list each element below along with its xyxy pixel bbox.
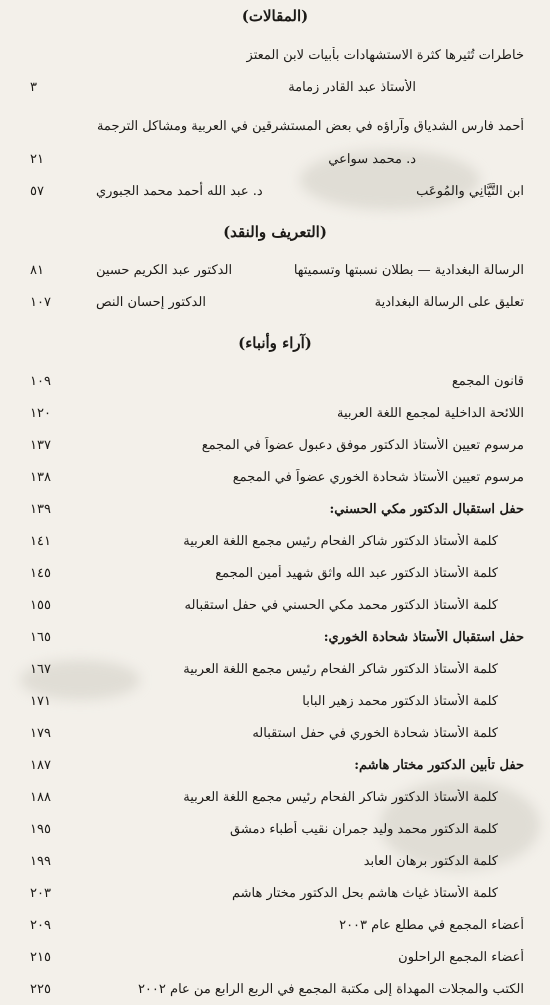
page-number: ١٧١	[30, 694, 51, 709]
entry-title: كلمة الأستاذ شحادة الخوري في حفل استقباله	[252, 726, 498, 741]
entry-author: الدكتور عبد الكريم حسين	[96, 263, 233, 278]
toc-entry[interactable]	[30, 262, 524, 280]
entry-title: كلمة الأستاذ الدكتور عبد الله واثق شهيد أمين المجمع	[215, 566, 498, 581]
entry-title: اللائحة الداخلية لمجمع اللغة العربية	[336, 406, 524, 421]
entry-title: أعضاء المجمع الراحلون	[398, 950, 524, 965]
toc-entry[interactable]	[30, 501, 524, 519]
toc-entry[interactable]	[30, 885, 524, 903]
entry-author: الدكتور إحسان النص	[96, 295, 206, 310]
toc-entry[interactable]	[30, 821, 524, 839]
entry-title: الكتب والمجلات المهداة إلى مكتبة المجمع في الربع الرابع من عام ٢٠٠٢	[137, 982, 524, 997]
page-number: ١٦٥	[30, 630, 51, 645]
toc-entry[interactable]	[30, 629, 524, 647]
page-number: ٢٢٥	[30, 982, 51, 997]
entry-title: الرسالة البغدادية — بطلان نسبتها وتسميتها	[293, 263, 524, 278]
toc-entry[interactable]	[30, 853, 524, 871]
toc-entry[interactable]	[30, 79, 524, 97]
page-number: ١٠٧	[30, 295, 51, 310]
toc-entry[interactable]	[30, 917, 524, 935]
page-number: ٣	[30, 80, 37, 95]
entry-title: حفل استقبال الأستاذ شحادة الخوري:	[323, 630, 524, 645]
entry-title: أعضاء المجمع في مطلع عام ٢٠٠٣	[339, 918, 524, 933]
toc-entry[interactable]	[30, 183, 524, 201]
toc-entry[interactable]	[30, 151, 524, 169]
page-number: ١٥٥	[30, 598, 51, 613]
page-number: ١٩٩	[30, 854, 51, 869]
toc-entry[interactable]	[30, 757, 524, 775]
toc-entry[interactable]	[30, 725, 524, 743]
entry-title: مرسوم تعيين الأستاذ شحادة الخوري عضواً في المجمع	[232, 470, 524, 485]
page-number: ١٧٩	[30, 726, 51, 741]
entry-author: د. عبد الله أحمد محمد الجبوري	[96, 184, 263, 199]
entry-title: خاطرات تُثيرها كثرة الاستشهادات بأبيات لابن المعتز	[246, 48, 524, 63]
toc-entry[interactable]	[30, 565, 524, 583]
toc-entry[interactable]	[30, 469, 524, 487]
entry-author: الأستاذ عبد القادر زمامة	[288, 80, 416, 95]
toc-entry[interactable]	[30, 294, 524, 312]
entry-title: تعليق على الرسالة البغدادية	[374, 295, 524, 310]
page-number: ٨١	[30, 263, 44, 278]
toc-entry[interactable]	[30, 661, 524, 679]
section-heading-news: (آراء وأنباء)	[238, 334, 312, 352]
section-heading-review: (التعريف والنقد)	[223, 223, 327, 241]
entry-title: كلمة الأستاذ الدكتور شاكر الفحام رئيس مجمع اللغة العربية	[183, 662, 498, 677]
toc-entry[interactable]	[30, 373, 524, 391]
toc-entry[interactable]	[30, 597, 524, 615]
entry-title: كلمة الأستاذ الدكتور شاكر الفحام رئيس مجمع اللغة العربية	[183, 790, 498, 805]
toc-entry[interactable]	[30, 437, 524, 455]
entry-title: كلمة الأستاذ الدكتور محمد زهير البابا	[302, 694, 498, 709]
page-number: ٥٧	[30, 184, 44, 199]
entry-title: حفل استقبال الدكتور مكي الحسني:	[329, 502, 524, 517]
entry-title: مرسوم تعيين الأستاذ الدكتور موفق دعبول عضواً في المجمع	[201, 438, 524, 453]
entry-title: أحمد فارس الشدياق وآراؤه في بعض المستشرقين في العربية ومشاكل الترجمة	[96, 119, 524, 134]
page-number: ١٣٩	[30, 502, 51, 517]
toc-entry[interactable]	[30, 949, 524, 967]
page-number: ١٤١	[30, 534, 51, 549]
page-number: ٢٠٣	[30, 886, 51, 901]
toc-entry[interactable]	[30, 118, 524, 136]
entry-author: د. محمد سواعي	[328, 152, 416, 167]
entry-title: قانون المجمع	[451, 374, 524, 389]
page-number: ١٨٨	[30, 790, 51, 805]
page-number: ٢٠٩	[30, 918, 51, 933]
toc-entry[interactable]	[30, 789, 524, 807]
entry-title: كلمة الدكتور برهان العابد	[363, 854, 498, 869]
toc-entry[interactable]	[30, 693, 524, 711]
entry-title: كلمة الأستاذ غياث هاشم بحل الدكتور مختار هاشم	[231, 886, 498, 901]
entry-title: كلمة الأستاذ الدكتور شاكر الفحام رئيس مجمع اللغة العربية	[183, 534, 498, 549]
section-heading-articles: (المقالات)	[241, 7, 309, 25]
entry-title: كلمة الأستاذ الدكتور محمد مكي الحسني في حفل استقباله	[184, 598, 498, 613]
page-number: ١٤٥	[30, 566, 51, 581]
entry-title: كلمة الدكتور محمد وليد جمران نقيب أطباء دمشق	[230, 822, 498, 837]
toc-entry[interactable]	[30, 47, 524, 65]
page-number: ٢١٥	[30, 950, 51, 965]
page-number: ١٩٥	[30, 822, 51, 837]
toc-entry[interactable]	[30, 981, 524, 999]
entry-title: ابن التَّيَّانِي والمُوعَب	[416, 184, 524, 199]
page-number: ٢١	[30, 152, 44, 167]
entry-title: حفل تأبين الدكتور مختار هاشم:	[354, 758, 524, 773]
page-number: ١٠٩	[30, 374, 51, 389]
page-number: ١٣٨	[30, 470, 51, 485]
page-number: ١٣٧	[30, 438, 51, 453]
page-number: ١٢٠	[30, 406, 51, 421]
toc-entry[interactable]	[30, 533, 524, 551]
page-number: ١٦٧	[30, 662, 51, 677]
toc-entry[interactable]	[30, 405, 524, 423]
page-number: ١٨٧	[30, 758, 51, 773]
